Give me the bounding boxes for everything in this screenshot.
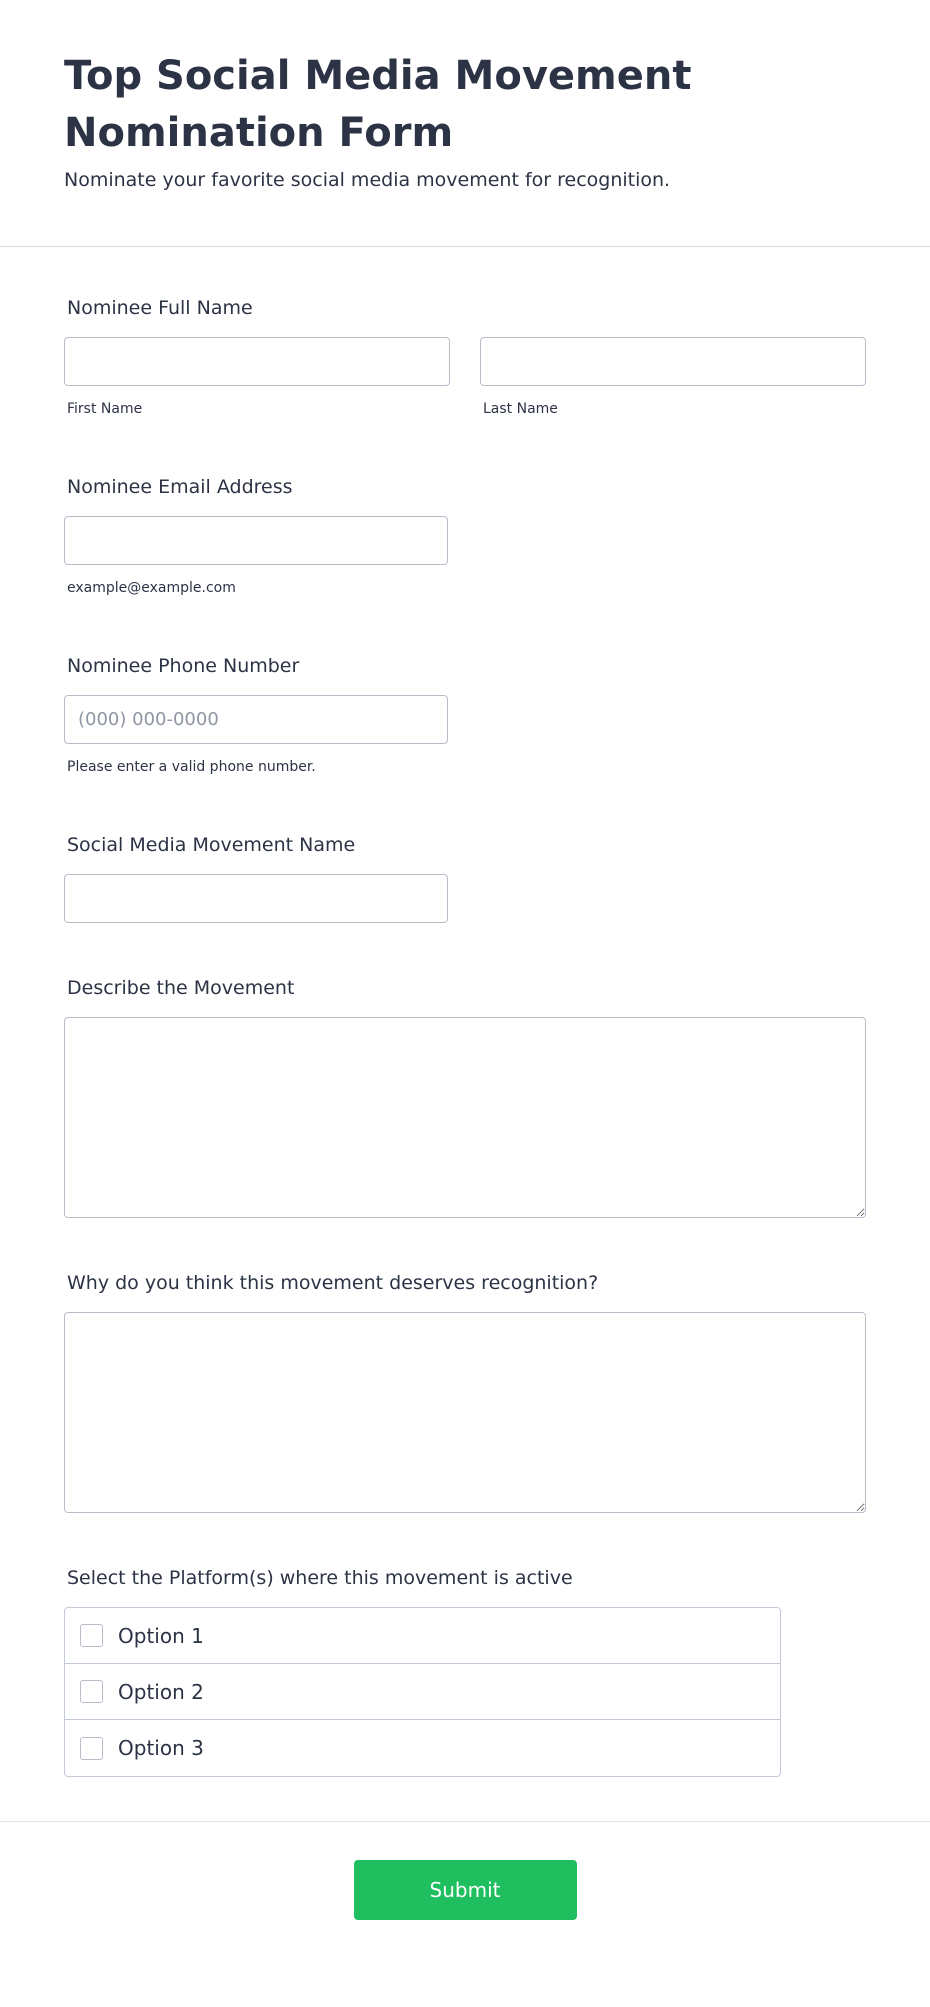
platforms-field: [64, 1565, 866, 1777]
form-body: [0, 247, 930, 1821]
description-label: Describe the Movement: [67, 977, 295, 999]
checkbox-option-3[interactable]: [80, 1737, 103, 1760]
last-name-input[interactable]: [480, 337, 866, 386]
phone-input[interactable]: [64, 695, 448, 744]
platforms-options: [64, 1607, 781, 1777]
description-textarea[interactable]: [64, 1017, 866, 1218]
form-header: [0, 0, 930, 247]
platform-option-2[interactable]: [65, 1664, 780, 1720]
email-sublabel: example@example.com: [67, 580, 236, 596]
option-3-label: Option 3: [118, 1736, 204, 1760]
email-label: Nominee Email Address: [67, 476, 293, 498]
submit-button[interactable]: Submit: [354, 1860, 577, 1920]
first-name-input[interactable]: [64, 337, 450, 386]
first-name-col: [64, 337, 450, 419]
page-subtitle: Nominate your favorite social media movement for recognition.: [64, 169, 671, 191]
last-name-col: [480, 337, 866, 419]
page-title: Top Social Media Movement Nomination Form: [64, 53, 692, 156]
full-name-label: Nominee Full Name: [67, 297, 253, 319]
platforms-label: Select the Platform(s) where this movement is active: [67, 1567, 573, 1589]
platform-option-3[interactable]: [65, 1720, 780, 1776]
movement-name-field: [64, 832, 866, 923]
phone-field: [64, 653, 866, 777]
email-field: [64, 474, 866, 598]
email-input[interactable]: [64, 516, 448, 565]
description-field: [64, 975, 866, 1218]
form-footer: [0, 1821, 930, 1958]
phone-sublabel: Please enter a valid phone number.: [67, 759, 316, 775]
option-1-label: Option 1: [118, 1623, 204, 1648]
reason-label: Why do you think this movement deserves recognition?: [67, 1272, 599, 1294]
reason-field: [64, 1270, 866, 1513]
phone-label: Nominee Phone Number: [67, 655, 300, 677]
first-name-sublabel: First Name: [67, 401, 143, 417]
full-name-row: [64, 337, 866, 419]
reason-textarea[interactable]: [64, 1312, 866, 1513]
full-name-field: [64, 295, 866, 419]
checkbox-option-1[interactable]: [80, 1624, 103, 1647]
last-name-sublabel: Last Name: [483, 401, 558, 417]
movement-name-input[interactable]: [64, 874, 448, 923]
movement-name-label: Social Media Movement Name: [67, 834, 356, 856]
platform-option-1[interactable]: [65, 1608, 780, 1664]
option-2-label: Option 2: [118, 1679, 204, 1704]
checkbox-option-2[interactable]: [80, 1680, 103, 1703]
